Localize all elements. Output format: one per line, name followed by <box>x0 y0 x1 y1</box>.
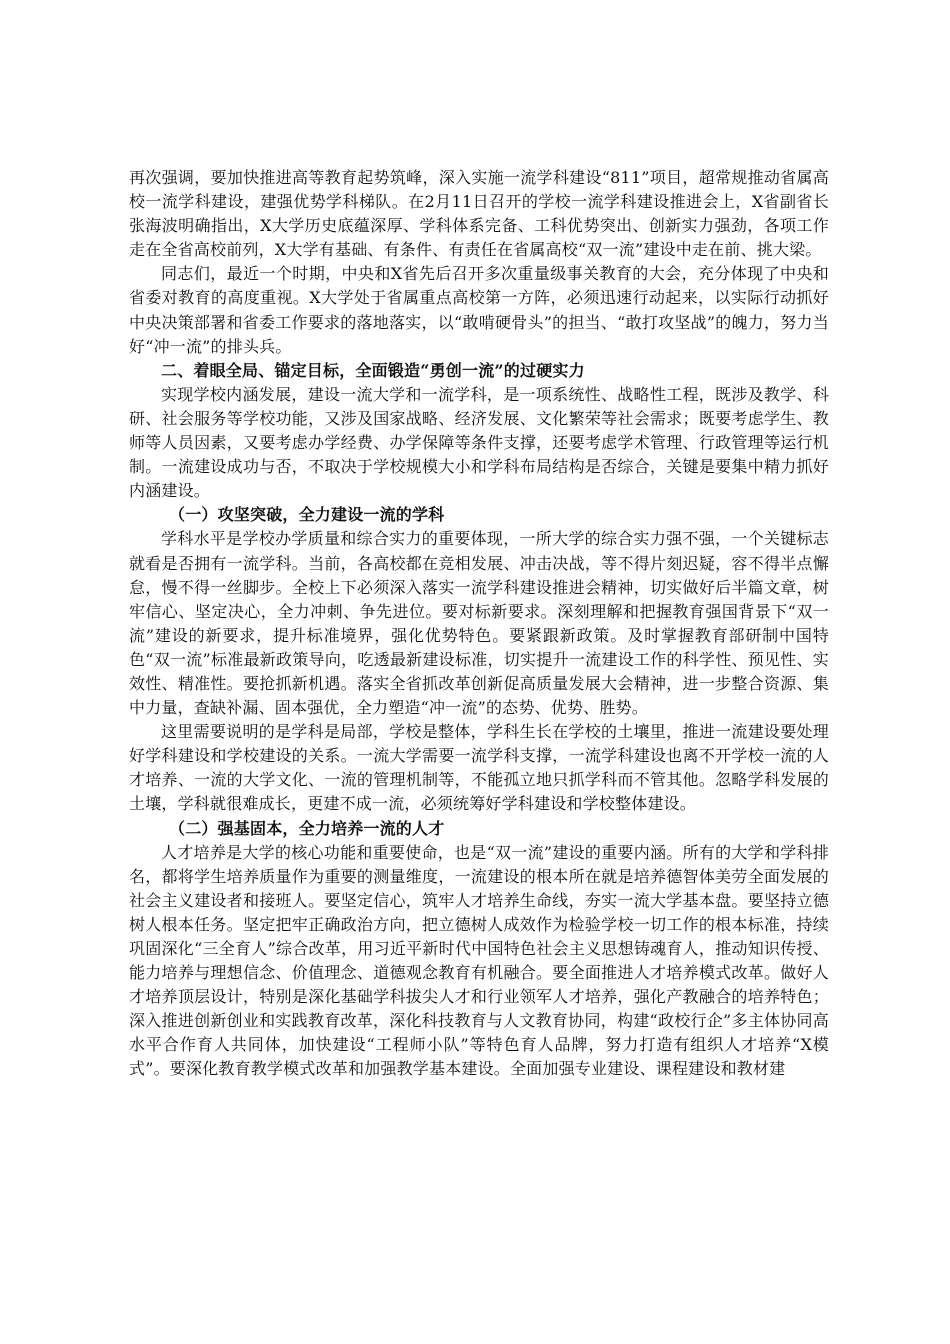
body-paragraph: 再次强调，要加快推进高等教育起势筑峰，深入实施一流学科建设“811”项目，超常规推动省属高校一流学科建设，建强优势学科梯队。在2月11日召开的学校一流学科建设推进会上，X省副省长张海波明确指出，X大学历史底蕴深厚、学科体系完备、工科优势突出、创新实力强劲，各项工作走在全省高校前列，X大学有基础、有条件、有责任在省属高校“双一流”建设中走在前、挑大梁。 <box>129 168 829 260</box>
subsection-heading: （二）强基固本，全力培养一流的人才 <box>169 818 445 838</box>
body-paragraph: 同志们，最近一个时期，中央和X省先后召开多次重量级事关教育的大会，充分体现了中央和省委对教育的高度重视。X大学处于省属重点高校第一方阵，必须迅速行动起来，以实际行动抓好中央决策部署和省委工作要求的落地落实，以“敢啃硬骨头”的担当、“敢打攻坚战”的魄力，努力当好“冲一流”的排头兵。 <box>129 264 829 356</box>
section-heading: 二、着眼全局、锚定目标，全面锻造“勇创一流”的过硬实力 <box>161 360 585 380</box>
document-page <box>129 166 829 1082</box>
body-paragraph: 实现学校内涵发展，建设一流大学和一流学科，是一项系统性、战略性工程，既涉及教学、科研、社会服务等学校功能，又涉及国家战略、经济发展、文化繁荣等社会需求；既要考虑学生、教师等人员因素，又要考虑办学经费、办学保障等条件支撑，还要考虑学术管理、行政管理等运行机制。一流建设成功与否，不取决于学校规模大小和学科布局结构是否综合，关键是要集中精力抓好内涵建设。 <box>129 384 829 501</box>
body-paragraph: 学科水平是学校办学质量和综合实力的重要体现，一所大学的综合实力强不强，一个关键标志就看是否拥有一流学科。当前，各高校都在竞相发展、冲击决战，等不得片刻迟疑，容不得半点懈怠，慢不得一丝脚步。全校上下必须深入落实一流学科建设推进会精神，切实做好后半篇文章，树牢信心、坚定决心，全力冲刺、争先进位。要对标新要求。深刻理解和把握教育强国背景下“双一流”建设的新要求，提升标准境界，强化优势特色。要紧跟新政策。及时掌握教育部研制中国特色“双一流”标准最新政策导向，吃透最新建设标准，切实提升一流建设工作的科学性、预见性、实效性、精准性。要抢抓新机遇。落实全省抓改革创新促高质量发展大会精神，进一步整合资源、集中力量，查缺补漏、固本强优，全力塑造“冲一流”的态势、优势、胜势。 <box>129 529 829 718</box>
body-paragraph: 人才培养是大学的核心功能和重要使命，也是“双一流”建设的重要内涵。所有的大学和学科排名，都将学生培养质量作为重要的测量维度，一流建设的根本所在就是培养德智体美劳全面发展的社会主义建设者和接班人。要坚定信心，筑牢人才培养生命线，夯实一流大学基本盘。要坚持立德树人根本任务。坚定把牢正确政治方向，把立德树人成效作为检验学校一切工作的根本标准，持续巩固深化“三全育人”综合改革，用习近平新时代中国特色社会主义思想铸魂育人，推动知识传授、能力培养与理想信念、价值理念、道德观念教育有机融合。要全面推进人才培养模式改革。做好人才培养顶层设计，特别是深化基础学科拔尖人才和行业领军人才培养，强化产教融合的培养特色；深入推进创新创业和实践教育改革，深化科技教育与人文教育协同，构建“政校行企”多主体协同高水平合作育人共同体，加快建设“工程师小队”等特色育人品牌，努力打造有组织人才培养“X模式”。要深化教育教学模式改革和加强教学基本建设。全面加强专业建设、课程建设和教材建 <box>129 842 829 1079</box>
subsection-heading: （一）攻坚突破，全力建设一流的学科 <box>169 505 445 525</box>
body-paragraph: 这里需要说明的是学科是局部，学校是整体，学科生长在学校的土壤里，推进一流建设要处理好学科建设和学校建设的关系。一流大学需要一流学科支撑，一流学科建设也离不开学校一流的人才培养、一流的大学文化、一流的管理机制等，不能孤立地只抓学科而不管其他。忽略学科发展的土壤，学科就很难成长，更建不成一流，必须统筹好学科建设和学校整体建设。 <box>129 722 829 814</box>
